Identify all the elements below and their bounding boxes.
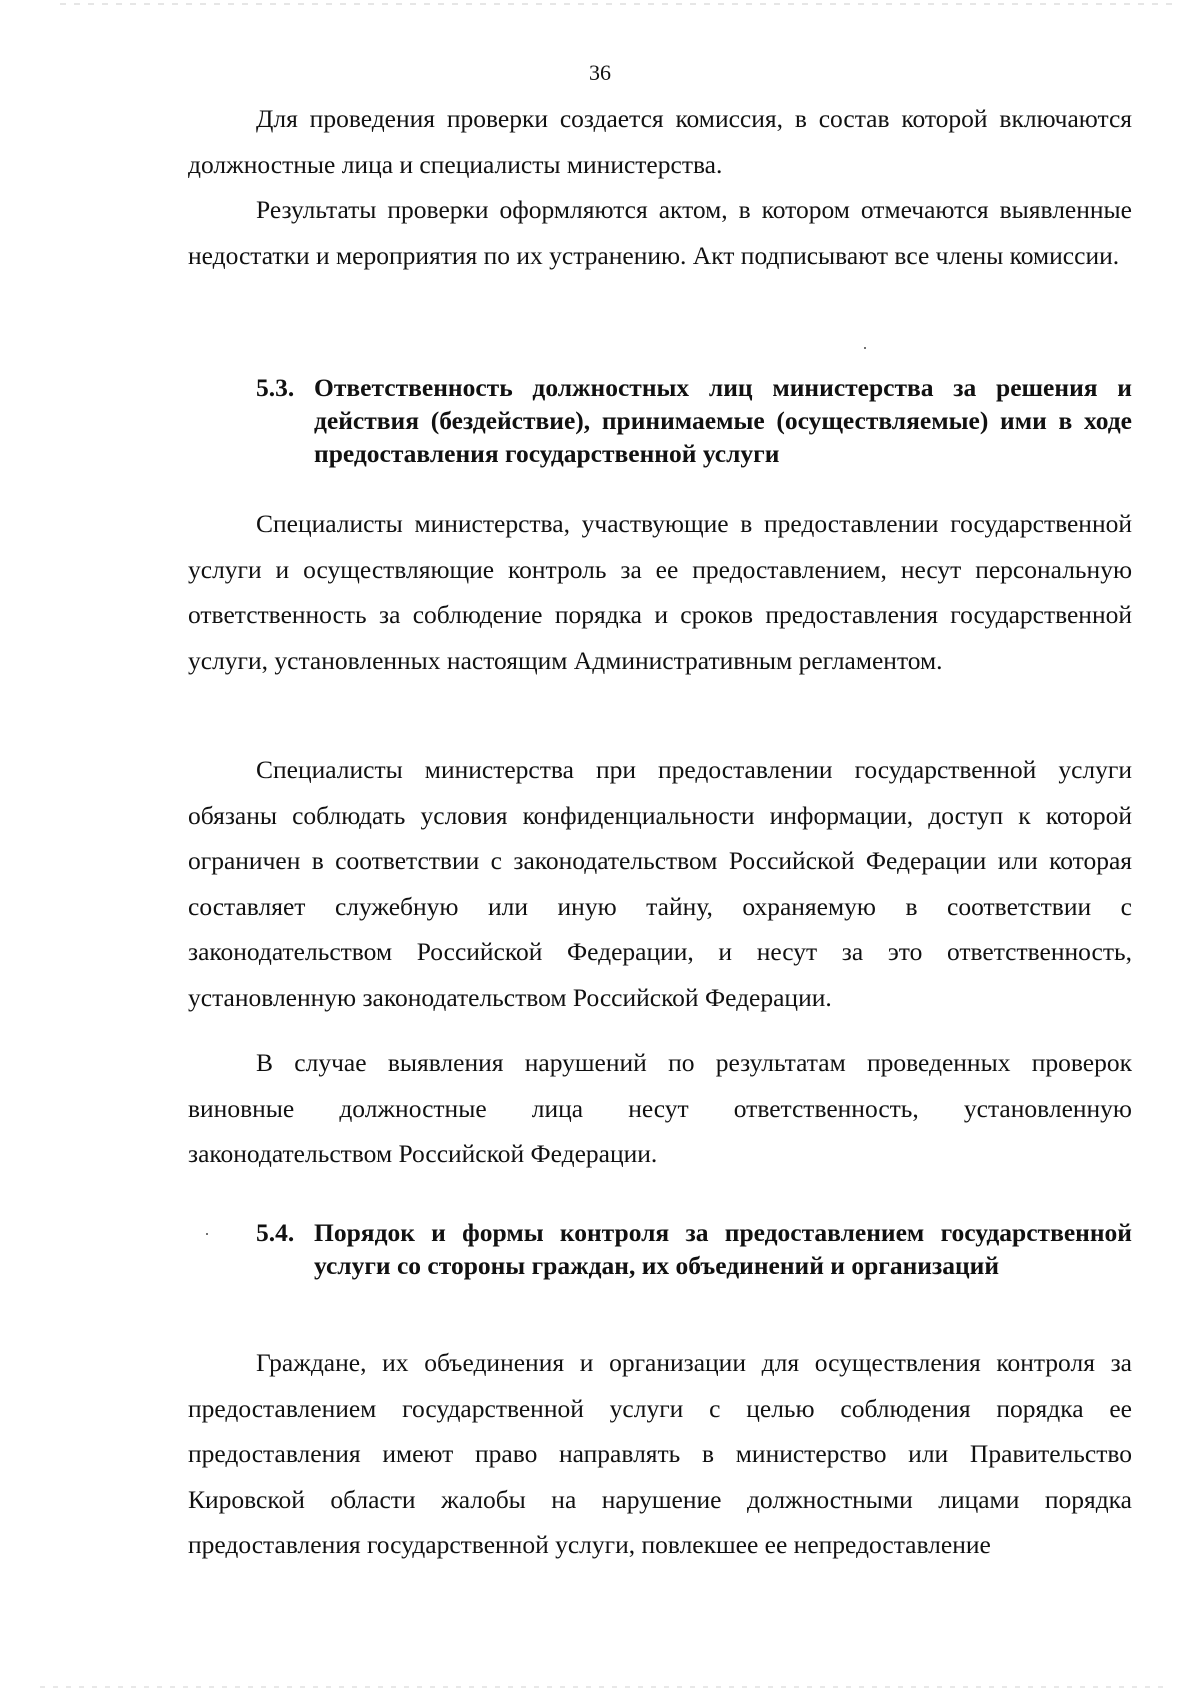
paragraph-confidentiality: Специалисты министерства при предоставлении государственной услуги обязаны соблюдать условия конфиденциальности информации, доступ к которой ограничен в соответствии с законодательством Российской Федерации или которая составляет служебную или иную тайну, охраняемую в соответствии с законодательством Российской Федерации, и несут за это ответственность, установленную законодательством Российской Федерации. xyxy=(188,755,1132,1012)
paragraph-citizens-control: Граждане, их объединения и организации для осуществления контроля за предоставлением государственной услуги с целью соблюдения порядка ее предоставления имеют право направлять в министерство или Правительство Кировской области жалобы на нарушение должностными лицами порядка предоставления государственной услуги, повлекшее ее непредоставление xyxy=(188,1348,1132,1559)
section-heading-5-4 xyxy=(256,1216,1132,1282)
section-number: 5.4. xyxy=(256,1218,295,1247)
scan-speck xyxy=(206,1233,208,1235)
scan-speck xyxy=(864,347,866,349)
paragraph-commission: Для проведения проверки создается комиссия, в состав которой включаются должностные лица и специалисты министерства. xyxy=(188,104,1132,179)
scan-edge-bottom xyxy=(40,1686,1170,1688)
scan-edge-top xyxy=(60,3,1180,5)
page-number: 36 xyxy=(589,60,611,85)
section-heading-5-3 xyxy=(256,371,1132,470)
section-title: Порядок и формы контроля за предоставлением государственной услуги со стороны граждан, их объединений и организаций xyxy=(314,1218,1132,1280)
paragraph-results: Результаты проверки оформляются актом, в котором отмечаются выявленные недостатки и мероприятия по их устранению. Акт подписывают все члены комиссии. xyxy=(188,195,1132,270)
paragraph-responsibility: Специалисты министерства, участвующие в предоставлении государственной услуги и осуществляющие контроль за ее предоставлением, несут персональную ответственность за соблюдение порядка и сроков предоставления государственной услуги, установленных настоящим Административным регламентом. xyxy=(188,509,1132,675)
section-number: 5.3. xyxy=(256,373,295,402)
paragraph-violations: В случае выявления нарушений по результатам проведенных проверок виновные должностные лица несут ответственность, установленную законодательством Российской Федерации. xyxy=(188,1048,1132,1168)
section-title: Ответственность должностных лиц министерства за решения и действия (бездействие), принимаемые (осуществляемые) ими в ходе предоставления государственной услуги xyxy=(314,373,1132,468)
